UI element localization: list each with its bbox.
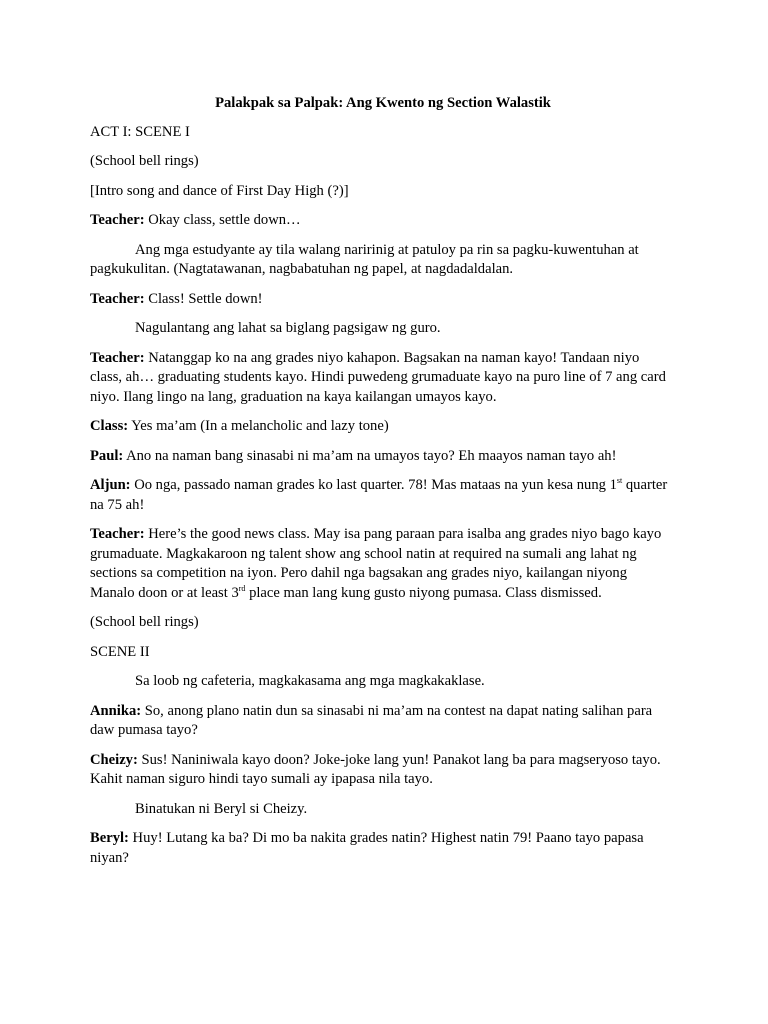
dialogue-line	[90, 702, 672, 741]
narration: Binatukan ni Beryl si Cheizy.	[135, 800, 308, 817]
stage-direction: (School bell rings)	[90, 153, 199, 169]
dialogue-text: Okay class, settle down…	[144, 212, 301, 228]
speaker-name: Paul:	[90, 447, 124, 464]
speaker-name: Teacher:	[90, 526, 145, 542]
narration: Sa loob ng cafeteria, magkakasama ang mga magkakaklase.	[135, 673, 485, 689]
dialogue-line	[90, 211, 672, 231]
narration: Nagulantang ang lahat sa biglang pagsigaw ng guro.	[135, 320, 441, 336]
stage-direction: [Intro song and dance of First Day High (?)]	[90, 182, 349, 199]
dialogue-line	[90, 525, 672, 603]
speaker-name: Annika:	[90, 702, 142, 719]
speaker-name: Beryl:	[90, 830, 129, 846]
dialogue-text: So, anong plano natin dun sa sinasabi ni ma’am na contest na dapat nating salihan para daw pumasa tayo?	[90, 702, 653, 738]
document-title: Palakpak sa Palpak: Ang Kwento ng Section Walastik	[215, 95, 551, 111]
dialogue-text: quarter na 75 ah!	[90, 477, 668, 513]
dialogue-text: Class! Settle down!	[144, 290, 263, 307]
dialogue-text: Huy! Lutang ka ba? Di mo ba nakita grades natin? Highest natin 79! Paano tayo papasa niyan?	[90, 830, 644, 866]
dialogue-line	[90, 751, 672, 790]
dialogue-text: Oo nga, passado naman grades ko last quarter. 78! Mas mataas na yun kesa nung 1	[130, 477, 617, 493]
dialogue-line	[90, 349, 672, 408]
ordinal-suffix: rd	[238, 583, 246, 593]
speaker-name: Aljun:	[90, 477, 131, 493]
stage-direction: (School bell rings)	[90, 614, 199, 630]
speaker-name: Teacher:	[90, 349, 145, 366]
dialogue-line	[90, 417, 672, 437]
dialogue-text: Ano na naman bang sinasabi ni ma’am na umayos tayo? Eh maayos naman tayo ah!	[123, 447, 617, 464]
speaker-name: Teacher:	[90, 290, 145, 307]
dialogue-line	[90, 476, 672, 515]
dialogue-line	[90, 829, 672, 868]
dialogue-text: Natanggap ko na ang grades niyo kahapon. Bagsakan na naman kayo! Tandaan niyo class, ah… graduating students kayo. Hindi puwedeng grumaduate kayo na puro line of 7 ang card niyo. Ilang lingo na lang, graduation na kaya kailangan umayos kayo.	[90, 349, 666, 405]
dialogue-line	[90, 290, 672, 310]
dialogue-line	[90, 447, 672, 467]
dialogue-text: Here’s the good news class. May isa pang paraan para isalba ang grades niyo bago kayo grumaduate. Magkakaroon ng talent show ang school natin at required na sumali ang lahat ng sections sa competition na iyon. Pero dahil nga bagsakan ang grades niyo, kailangan niyong Manalo doon or at least 3	[90, 526, 662, 601]
ordinal-suffix: st	[616, 476, 623, 485]
act-heading: ACT I: SCENE I	[90, 123, 190, 140]
speaker-name: Cheizy:	[90, 751, 138, 768]
dialogue-text: Yes ma’am (In a melancholic and lazy tone)	[128, 418, 389, 434]
narration: Ang mga estudyante ay tila walang naririnig at patuloy pa rin sa pagku-kuwentuhan at pagkukulitan. (Nagtatawanan, nagbabatuhan ng papel, at nagdadaldalan.	[90, 241, 639, 277]
scene-heading: SCENE II	[90, 643, 150, 660]
speaker-name: Teacher:	[90, 212, 145, 228]
dialogue-text: Sus! Naniniwala kayo doon? Joke-joke lang yun! Panakot lang ba para magseryoso tayo. Kahit naman siguro hindi tayo sumali ay ipapasa nila tayo.	[90, 751, 661, 787]
dialogue-text: place man lang kung gusto niyong pumasa. Class dismissed.	[245, 584, 602, 601]
speaker-name: Class:	[90, 418, 129, 434]
